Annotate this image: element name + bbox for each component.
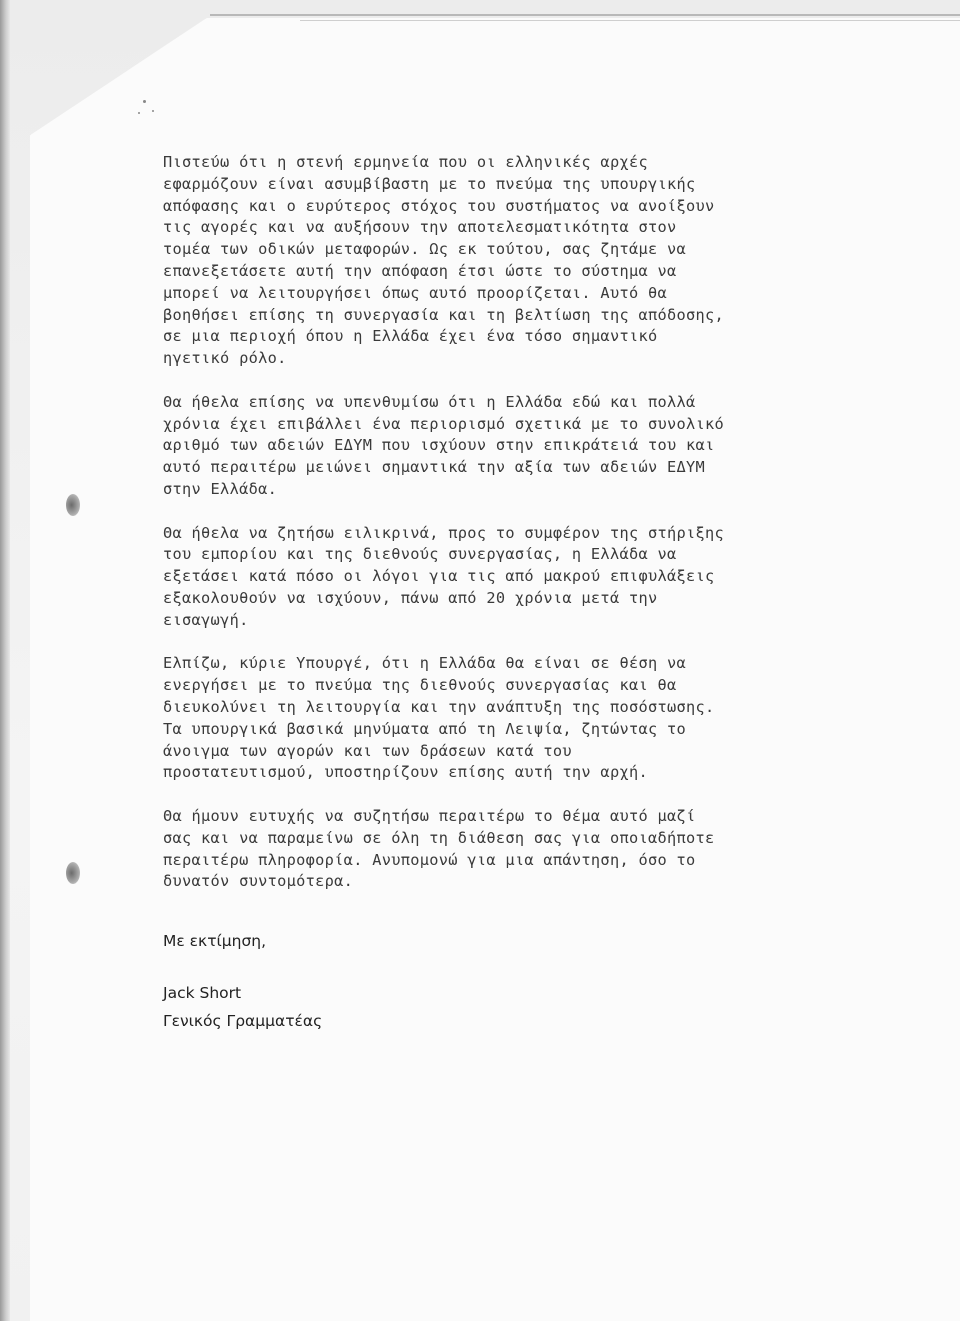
letter-closing: Με εκτίμηση, bbox=[163, 932, 267, 950]
letter-paragraph-1: Πιστεύω ότι η στενή ερμηνεία που οι ελληνικές αρχές εφαρμόζουν είναι ασυμβίβαστη με το πνεύμα της υπουργικής απόφασης και ο ευρύτερος στόχος του συστήματος να ανοίξουν τις αγορές και να αυξήσουν την αποτελεσματικότητα στον τομέα των οδικών μεταφορών. Ως εκ τούτου, σας ζητάμε να επανεξετάσετε αυτή την απόφαση έτσι ώστε το σύστημα να μπορεί να λειτουργήσει όπως αυτό προορίζεται. Αυτό θα βοηθήσει επίσης τη συνεργασία και τη βελτίωση της απόδοσης, σε μια περιοχή όπου η Ελλάδα έχει ένα τόσο σημαντικό ηγετικό ρόλο. bbox=[163, 153, 725, 368]
scan-speck bbox=[143, 100, 146, 103]
letter-paragraph-3: Θα ήθελα να ζητήσω ειλικρινά, προς το συμφέρον της στήριξης του εμπορίου και της διεθνούς συνεργασίας, η Ελλάδα να εξετάσει κατά πόσο οι λόγοι για τις από μακρού επιφυλάξεις εξακολουθούν να ισχύουν, πάνω από 20 χρόνια μετά την εισαγωγή. bbox=[163, 523, 725, 629]
letter-paragraph-4: Ελπίζω, κύριε Υπουργέ, ότι η Ελλάδα θα είναι σε θέση να ενεργήσει με το πνεύμα της διεθνούς συνεργασίας και θα διευκολύνει τη λειτουργία και την ανάπτυξη της ποσόστωσης. Τα υπουργικά βασικά μηνύματα από τη Λειψία, ζητώντας το άνοιγμα των αγορών και των δράσεων κατά του προστατευτισμού, υποστηρίζουν επίσης αυτή την αρχή. bbox=[163, 654, 715, 782]
punch-hole-upper bbox=[66, 494, 80, 516]
letter-paragraph-2: Θα ήθελα επίσης να υπενθυμίσω ότι η Ελλάδα εδώ και πολλά χρόνια έχει επιβάλλει ένα περιορισμό σχετικά με το συνολικό αριθμό των αδειών ΕΔΥΜ που ισχύουν στην επικράτειά του και αυτό περαιτέρω μειώνει σημαντικά την αξία των αδειών ΕΔΥΜ στην Ελλάδα. bbox=[163, 392, 725, 498]
scan-speck bbox=[138, 112, 140, 114]
letter-paragraph-5: Θα ήμουν ευτυχής να συζητήσω περαιτέρω το θέμα αυτό μαζί σας και να παραμείνω σε όλη τη διάθεση σας για οποιαδήποτε περαιτέρω πληροφορία. Ανυπομονώ για μια απάντηση, όσο το δυνατόν συντομότερα. bbox=[163, 806, 715, 891]
letter-body bbox=[163, 152, 863, 915]
sheet-top-edge-shadow bbox=[300, 20, 960, 21]
scan-left-edge bbox=[0, 0, 10, 1321]
signer-title: Γενικός Γραμματέας bbox=[163, 1012, 323, 1030]
scan-speck bbox=[152, 110, 154, 112]
sheet-top-edge bbox=[210, 14, 960, 16]
signer-name: Jack Short bbox=[163, 984, 242, 1002]
punch-hole-lower bbox=[66, 862, 80, 884]
